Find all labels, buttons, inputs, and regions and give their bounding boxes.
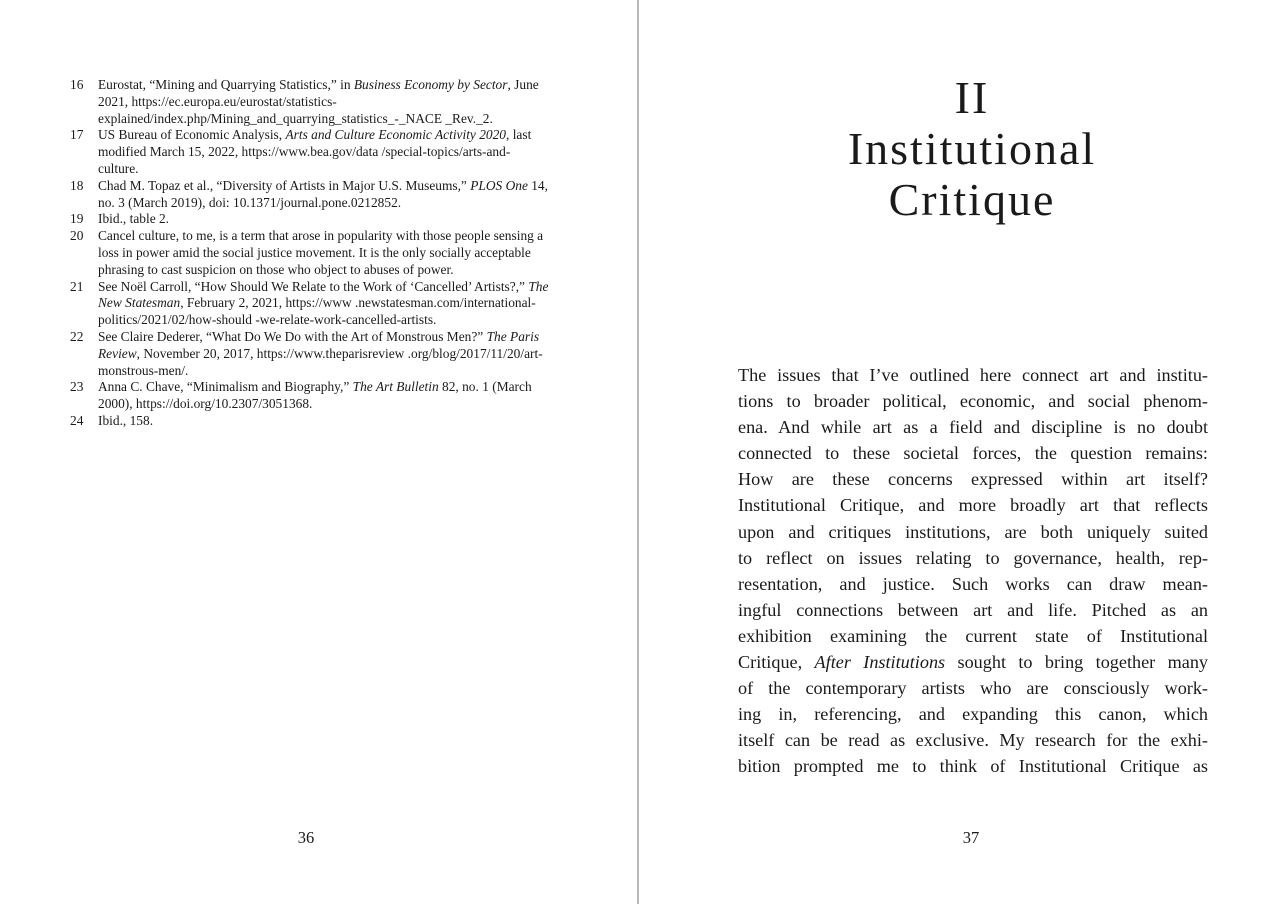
endnote-text — [98, 77, 550, 127]
endnote-text — [98, 279, 550, 329]
body-text-line — [738, 440, 1208, 466]
endnote-item — [70, 329, 550, 379]
text-run: Institutional Critique, and more broadly art that reflects — [738, 495, 1208, 516]
endnote-number: 19 — [70, 211, 84, 227]
left-page — [0, 0, 637, 904]
endnote-item — [70, 379, 550, 413]
text-run: 82, no. 1 (March 2000), https://doi.org/10.2307/3051368. — [98, 379, 532, 412]
body-text-line — [738, 571, 1208, 597]
body-text-line — [738, 597, 1208, 623]
body-text-line — [738, 753, 1208, 779]
text-run: resentation, and justice. Such works can draw mean- — [738, 573, 1208, 594]
text-run: Critique, — [738, 652, 815, 673]
text-run: connected to these societal forces, the question remains: — [738, 443, 1208, 464]
text-run: 14, no. 3 (March 2019), doi: 10.1371/journal.pone.0212852. — [98, 177, 548, 210]
body-text-line — [738, 649, 1208, 675]
endnote-item — [70, 413, 550, 430]
text-run: to reflect on issues relating to governance, health, rep- — [738, 547, 1208, 568]
endnote-item — [70, 178, 550, 212]
endnote-text — [98, 127, 550, 177]
text-run: tions to broader political, economic, and social phenom- — [738, 391, 1208, 412]
italic-title-text: After Institutions — [814, 652, 946, 673]
text-run: Cancel culture, to me, is a term that arose in popularity with those people sensing a loss in power amid the social justice movement. It is the only socially acceptable phrasing to cast suspicion on those who object to abuses of power. — [98, 228, 544, 277]
body-text-line — [738, 492, 1208, 518]
text-run: See Noël Carroll, “How Should We Relate to the Work of ‘Cancelled’ Artists?,” — [98, 278, 529, 294]
text-run: Eurostat, “Mining and Quarrying Statistics,” in — [98, 77, 354, 92]
endnote-item — [70, 279, 550, 329]
italic-title-text: The Art Bulletin — [352, 379, 439, 395]
endnote-text — [98, 379, 550, 413]
text-run: Anna C. Chave, “Minimalism and Biography,” — [98, 379, 353, 395]
chapter-title-line-2: Critique — [888, 174, 1056, 225]
endnote-number: 18 — [70, 177, 84, 193]
endnote-number: 17 — [70, 127, 84, 143]
chapter-title-line-1: Institutional — [847, 123, 1097, 174]
page-number-left: 36 — [297, 828, 315, 847]
italic-title-text: The New Statesman — [98, 278, 549, 311]
endnote-number: 22 — [70, 328, 84, 344]
body-text-line — [738, 675, 1208, 701]
text-run: exhibition examining the current state of Institutional — [738, 625, 1208, 646]
body-text-line — [738, 701, 1208, 727]
body-text-line — [738, 545, 1208, 571]
body-text-line — [738, 727, 1208, 753]
italic-title-text: PLOS One — [470, 177, 528, 193]
endnote-text — [98, 329, 550, 379]
endnote-item — [70, 211, 550, 228]
text-run: , June 2021, https://ec.europa.eu/eurostat/statistics-explained/index.php/Mining_and_quarrying_statistics_-_NACE _Rev._2. — [98, 77, 539, 126]
endnote-number: 21 — [70, 278, 84, 294]
endnote-item — [70, 228, 550, 278]
text-run: of the contemporary artists who are consciously work- — [738, 678, 1208, 699]
endnote-text — [98, 228, 550, 278]
text-run: See Claire Dederer, “What Do We Do with the Art of Monstrous Men?” — [98, 328, 487, 344]
text-run: sought to bring together many — [945, 652, 1209, 673]
italic-title-text: The Paris Review — [98, 328, 540, 361]
text-run: How are these concerns expressed within art itself? — [738, 469, 1208, 490]
endnotes-list — [70, 77, 550, 430]
text-run: Ibid., table 2. — [98, 211, 170, 227]
endnote-text — [98, 413, 550, 430]
body-text-line — [738, 466, 1208, 492]
italic-title-text: Business Economy by Sector — [353, 77, 508, 92]
text-run: Chad M. Topaz et al., “Diversity of Artists in Major U.S. Museums,” — [98, 177, 471, 193]
chapter-heading — [639, 72, 1277, 225]
body-paragraph — [738, 362, 1208, 780]
right-page — [639, 0, 1277, 904]
text-run: ing in, referencing, and expanding this canon, which — [738, 704, 1208, 725]
body-text-line — [738, 362, 1208, 388]
endnote-number: 23 — [70, 379, 84, 395]
text-run: , November 20, 2017, https://www.theparisreview .org/blog/2017/11/20/art-monstrous-men/. — [98, 345, 543, 378]
body-text-line — [738, 414, 1208, 440]
endnote-number: 16 — [70, 77, 84, 92]
text-run: US Bureau of Economic Analysis, — [98, 127, 286, 143]
text-run: upon and critiques institutions, are both uniquely suited — [738, 521, 1208, 542]
endnote-number: 20 — [70, 228, 84, 244]
text-run: , February 2, 2021, https://www .newstatesman.com/international-politics/2021/02/how-should -we-relate-work-cancelled-artists. — [98, 295, 536, 328]
text-run: bition prompted me to think of Institutional Critique as — [738, 756, 1208, 777]
text-run: ingful connections between art and life. Pitched as an — [738, 599, 1208, 620]
italic-title-text: Arts and Culture Economic Activity 2020 — [285, 127, 506, 143]
chapter-numeral: II — [954, 72, 990, 123]
page-number-right: 37 — [962, 828, 980, 847]
endnote-text — [98, 178, 550, 212]
text-run: The issues that I’ve outlined here connect art and institu- — [738, 365, 1208, 385]
endnote-item — [70, 127, 550, 177]
text-run: ena. And while art as a field and discipline is no doubt — [738, 417, 1208, 438]
endnote-text — [98, 211, 550, 228]
text-run: itself can be read as exclusive. My research for the exhi- — [738, 730, 1208, 751]
body-text-line — [738, 519, 1208, 545]
text-run: , last modified March 15, 2022, https://www.bea.gov/data /special-topics/arts-and-culture. — [98, 127, 532, 176]
endnote-item — [70, 77, 550, 127]
body-text-line — [738, 388, 1208, 414]
text-run: Ibid., 158. — [98, 412, 154, 428]
body-text-line — [738, 623, 1208, 649]
endnote-number: 24 — [70, 412, 84, 428]
